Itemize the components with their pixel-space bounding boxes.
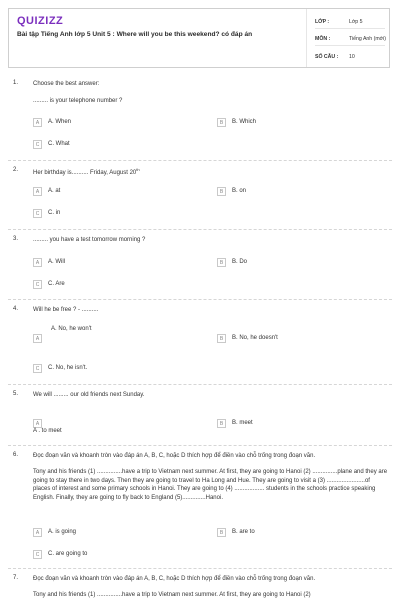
divider <box>8 229 392 230</box>
passage-text: Tony and his friends (1) ...............have a trip to Vietnam next summer. At first, they are going to Hanoi (2) ...............plane and they are going to stay there in two days. Then they are going to travel to Ha Long and Hue. They are going to visit a (3) .......................of places of interest and some primary schools in Hanoi. They are going to (4) .................. students in the schools practice speaking English. Finally, they are going to fly back to England (5)..............Hanoi. <box>33 469 388 502</box>
divider <box>8 445 392 446</box>
quizizz-logo: QUIZIZZ <box>17 15 64 27</box>
question-text: Đọc đoạn văn và khoanh tròn vào đáp án A, B, C, hoặc D thích hợp để điền vào chỗ trống trong đoạn văn. <box>33 453 316 459</box>
passage-text: Tony and his friends (1) ...............have a trip to Vietnam next summer. At first, they are going to Hanoi (2) <box>33 592 311 598</box>
question-text: ......... you have a test tomorrow morning ? <box>33 237 146 243</box>
divider <box>8 299 392 300</box>
divider <box>8 384 392 385</box>
question-text: Her birthday is.......... Friday, August 20th <box>33 167 140 176</box>
question-text: Đọc đoạn văn và khoanh tròn vào đáp án A, B, C, hoặc D thích hợp để điền vào chỗ trống trong đoạn văn. <box>33 576 316 582</box>
divider <box>8 568 392 569</box>
worksheet-header <box>8 8 390 68</box>
worksheet-title: Bài tập Tiếng Anh lớp 5 Unit 5 : Where will you be this weekend? có đáp án <box>17 31 253 38</box>
question-prompt: ......... is your telephone number ? <box>33 98 123 104</box>
question-text: Choose the best answer: <box>33 81 100 87</box>
question-text: We will ......... our old friends next Sunday. <box>33 392 145 398</box>
meta-panel: LỚP : Lớp 5 MÔN : Tiếng Anh (mới) SỐ CÂU : 10 <box>306 9 391 67</box>
question-text: Will he be free ? - .......... <box>33 307 99 313</box>
divider <box>8 160 392 161</box>
